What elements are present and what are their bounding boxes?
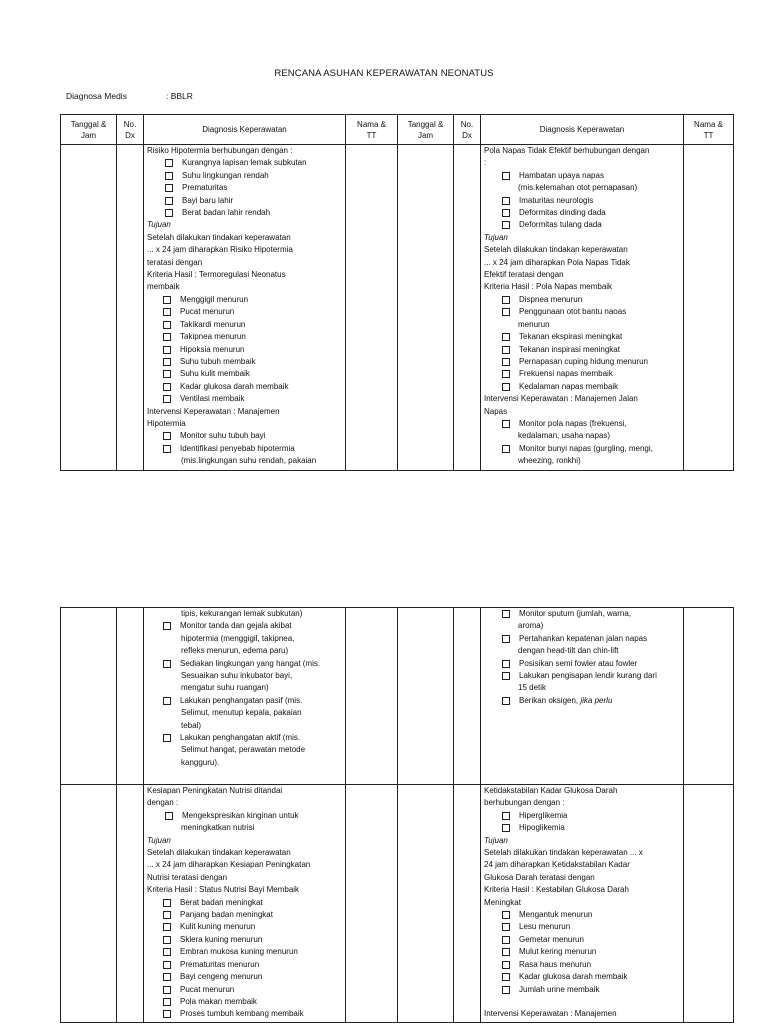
checklist-item-label: Embran mukosa kuning menurun xyxy=(180,947,298,957)
checklist-item-label: Lakukan pengisapan lendir kurang dari xyxy=(519,671,657,681)
diagnosis-cell xyxy=(481,785,684,1023)
no-dx-cell[interactable] xyxy=(117,785,144,1023)
emphasis-text: jika perlu xyxy=(580,695,613,705)
checklist-item-label: Rasa haus menurun xyxy=(519,959,592,969)
header-row xyxy=(61,115,734,145)
checklist-item-label: Berikan oksigen, jika perlu xyxy=(519,695,613,705)
text-line: Setelah dilakukan tindakan keperawatan ... x xyxy=(484,848,643,858)
section-heading: Tujuan xyxy=(147,220,171,230)
checklist-item xyxy=(165,195,342,207)
section-heading: Tujuan xyxy=(484,232,508,242)
checkbox-icon[interactable] xyxy=(502,961,510,969)
checklist-item-label: Kulit kuning menurun xyxy=(180,922,256,932)
checklist-item-label: Deformitas dinding dada xyxy=(519,208,606,218)
checklist-item-label: Berat badan lahir rendah xyxy=(182,208,271,218)
checklist-item-label: Berat badan meningkat xyxy=(180,897,263,907)
checklist-item-label: Posisikan semi fowler atau fowler xyxy=(519,658,638,668)
checkbox-icon[interactable] xyxy=(502,948,510,956)
checklist-item xyxy=(502,909,680,921)
text-line: Risiko Hipotermia berhubungan dengan : xyxy=(147,146,293,155)
checklist-item-label: Lakukan penghangatan pasif (mis. xyxy=(180,695,303,705)
header-no-dx: No. Dx xyxy=(454,115,481,145)
checklist-item xyxy=(163,294,342,306)
checkbox-icon[interactable] xyxy=(163,321,171,329)
diagnosis-content xyxy=(484,785,680,1021)
checklist-item xyxy=(163,306,342,318)
checklist-continuation: tipis, kekurangan lemak subkutan) xyxy=(181,609,303,618)
checklist-item xyxy=(163,319,342,331)
checkbox-icon[interactable] xyxy=(163,961,171,969)
checklist-item-label: Monitor tanda dan gejala akibat xyxy=(180,621,292,631)
checklist-item xyxy=(502,984,680,996)
checklist-item-label: Mengekspresikan kinginan untuk xyxy=(182,810,299,820)
checklist-item-label: Prematuritas menurun xyxy=(180,959,260,969)
no-dx-cell[interactable] xyxy=(454,145,481,471)
checklist-item-label: Monitor bunyi napas (gurgling, mengi, xyxy=(519,443,653,453)
checklist-item xyxy=(163,331,342,343)
checklist-item-label: Tekanan ekspirasi meningkat xyxy=(519,332,623,342)
checkbox-icon[interactable] xyxy=(163,622,171,630)
checklist-item xyxy=(163,1008,342,1020)
checklist-item xyxy=(163,897,342,909)
diagnosis-content xyxy=(484,608,680,783)
section-heading: Tujuan xyxy=(147,835,171,845)
checklist-item-label: Kurangnya lapisan lemak subkutan xyxy=(182,158,307,168)
checklist-continuation: aroma) xyxy=(518,621,544,631)
checkbox-icon[interactable] xyxy=(163,697,171,705)
text-line: : xyxy=(484,158,487,168)
checkbox-icon[interactable] xyxy=(502,936,510,944)
text-line: dengan : xyxy=(147,798,179,808)
checklist-item-label: Kadar glukosa darah membaik xyxy=(180,381,289,391)
checkbox-icon[interactable] xyxy=(502,445,510,453)
checkbox-icon[interactable] xyxy=(163,346,171,354)
checklist-item-label: Hipoglikemia xyxy=(519,823,565,833)
text-line: Kriteria Hasil : Termoregulasi Neonatus xyxy=(147,270,286,280)
checklist-continuation: (mis.kelemahan otot pernapasan) xyxy=(518,183,638,193)
checklist-item xyxy=(163,934,342,946)
checklist-item-label: Suhu lingkungan rendah xyxy=(182,170,269,180)
diagnosis-content xyxy=(147,145,342,469)
no-dx-cell[interactable] xyxy=(454,608,481,785)
checkbox-icon[interactable] xyxy=(502,697,510,705)
section-heading: Tujuan xyxy=(484,835,508,845)
nama-tt-cell[interactable] xyxy=(346,145,398,471)
table-row xyxy=(61,608,734,785)
checklist-item xyxy=(165,207,342,219)
checkbox-icon[interactable] xyxy=(502,308,510,316)
checklist-item xyxy=(163,443,342,455)
checklist-continuation: refleks menurun, edema paru) xyxy=(181,646,289,656)
checkbox-icon[interactable] xyxy=(163,948,171,956)
checkbox-icon[interactable] xyxy=(165,812,173,820)
checkbox-icon[interactable] xyxy=(165,184,173,192)
checklist-item-label: Ventilasi membaik xyxy=(180,394,245,404)
text-line: Kriteria Hasil : Status Nutrisi Bayi Membaik xyxy=(147,885,300,895)
checklist-item xyxy=(163,921,342,933)
checklist-item xyxy=(502,658,680,670)
text-line: Intervensi Keperawatan : Manajemen xyxy=(147,406,280,416)
checklist-continuation: (mis.lingkungan suhu rendah, pakaian xyxy=(181,456,317,466)
text-line: teratasi dengan xyxy=(147,257,203,267)
checkbox-icon[interactable] xyxy=(502,812,510,820)
header-nama-tt: Nama & TT xyxy=(684,115,734,145)
checkbox-icon[interactable] xyxy=(163,370,171,378)
checklist-item-label: Imaturitas neurologis xyxy=(519,195,594,205)
checkbox-icon[interactable] xyxy=(165,159,173,167)
diagnosa-medis-value: : BBLR xyxy=(166,91,193,101)
text-line: ... x 24 jam diharapkan Kesiapan Peningkatan xyxy=(147,860,311,870)
checklist-item xyxy=(165,170,342,182)
text-line: Setelah dilakukan tindakan keperawatan xyxy=(147,232,291,242)
checkbox-icon[interactable] xyxy=(163,333,171,341)
checkbox-icon[interactable] xyxy=(163,383,171,391)
diagnosis-content xyxy=(484,145,680,469)
checklist-item-label: Bayi cengeng menurun xyxy=(180,972,263,982)
checklist-item xyxy=(502,344,680,356)
checklist-item-label: Takipnea menurun xyxy=(180,332,246,342)
tanggal-cell[interactable] xyxy=(61,608,117,785)
checklist-item xyxy=(502,633,680,645)
checklist-item xyxy=(163,732,342,744)
checklist-item-label: Prematuritas xyxy=(182,183,228,193)
checklist-continuation: kangguru). xyxy=(181,757,220,767)
checklist-item xyxy=(165,182,342,194)
no-dx-cell[interactable] xyxy=(117,145,144,471)
text-line: Kriteria Hasil : Kestabilan Glukosa Darah xyxy=(484,885,629,895)
tanggal-cell[interactable] xyxy=(398,145,454,471)
text-line xyxy=(484,996,680,1008)
checklist-item xyxy=(502,207,680,219)
table-row xyxy=(61,145,734,471)
text-line: Efektif teratasi dengan xyxy=(484,270,564,280)
text-line: Glukosa Darah teratasi dengan xyxy=(484,872,595,882)
checkbox-icon[interactable] xyxy=(502,172,510,180)
checklist-item-label: Suhu kulit membaik xyxy=(180,369,250,379)
checkbox-icon[interactable] xyxy=(163,911,171,919)
checkbox-icon[interactable] xyxy=(163,986,171,994)
checklist-item xyxy=(163,909,342,921)
checkbox-icon[interactable] xyxy=(165,172,173,180)
text-line: Pola Napas Tidak Efektif berhubungan dengan xyxy=(484,146,650,155)
checklist-continuation: menurun xyxy=(518,319,550,329)
text-line: Hipotermia xyxy=(147,418,186,428)
table-row xyxy=(61,785,734,1023)
checklist-item-label: Sklera kuning menurun xyxy=(180,934,263,944)
checklist-item xyxy=(502,418,680,430)
care-plan-table-2 xyxy=(60,607,734,1023)
checklist-continuation: Selimut, menutup kepala, pakaian xyxy=(181,708,302,718)
tanggal-cell[interactable] xyxy=(61,145,117,471)
diagnosis-cell xyxy=(481,608,684,785)
checklist-item xyxy=(502,294,680,306)
checkbox-icon[interactable] xyxy=(502,672,510,680)
checklist-item-label: Penggunaan otot bantu naoas xyxy=(519,307,627,317)
checklist-item-label: Suhu tubuh membaik xyxy=(180,356,256,366)
checklist-item-label: Proses tumbuh kembang membaik xyxy=(180,1009,304,1019)
text-line: Meningkat xyxy=(484,897,521,907)
header-diagnosis: Diagnosis Keperawatan xyxy=(144,115,346,145)
checklist-item-label: Frekuensi napas membaik xyxy=(519,369,613,379)
checklist-item-label: Identifikasi penyebab hipotermia xyxy=(180,443,295,453)
checklist-item xyxy=(163,620,342,632)
checklist-item-label: Pertahankan kepatenan jalan napas xyxy=(519,633,648,643)
checklist-continuation: hipotermia (menggigil, takipnea, xyxy=(181,633,295,643)
checklist-item-label: Hiperglikemia xyxy=(519,810,568,820)
checklist-item-label: Hipoksia menurun xyxy=(180,344,245,354)
checklist-continuation: tebal) xyxy=(181,720,202,730)
checklist-item xyxy=(163,959,342,971)
checklist-item xyxy=(502,306,680,318)
checkbox-icon[interactable] xyxy=(163,998,171,1006)
care-plan-table-1 xyxy=(60,114,734,471)
diagnosis-content xyxy=(147,785,342,1021)
nama-tt-cell[interactable] xyxy=(684,145,734,471)
checklist-item-label: Menggigil menurun xyxy=(180,294,249,304)
text-line: Nutrisi teratasi dengan xyxy=(147,872,228,882)
checklist-item xyxy=(163,695,342,707)
text-line: Intervensi Keperawatan : Manajemen xyxy=(484,1009,617,1019)
checklist-item-label: Monitor pola napas (frekuensi, xyxy=(519,418,627,428)
header-nama-tt: Nama & TT xyxy=(346,115,398,145)
checklist-continuation: meningkatkan nutrisi xyxy=(181,823,255,833)
checklist-item xyxy=(163,344,342,356)
text-line: Ketidakstabilan Kadar Glukosa Darah xyxy=(484,786,618,795)
nama-tt-cell[interactable] xyxy=(346,608,398,785)
checkbox-icon[interactable] xyxy=(502,209,510,217)
checklist-item xyxy=(165,810,342,822)
checklist-item xyxy=(163,984,342,996)
diagnosis-cell xyxy=(144,785,346,1023)
checkbox-icon[interactable] xyxy=(163,445,171,453)
checklist-item-label: Monitor sputum (jumlah, warna, xyxy=(519,609,632,618)
nama-tt-cell[interactable] xyxy=(346,785,398,1023)
checklist-item-label: Dispnea menurun xyxy=(519,294,583,304)
diagnosis-cell xyxy=(481,145,684,471)
checkbox-icon[interactable] xyxy=(502,923,510,931)
checklist-continuation: 15 detik xyxy=(518,683,547,693)
checklist-item-label: Monitor suhu tubuh bayi xyxy=(180,431,266,441)
checklist-item xyxy=(502,822,680,834)
document-title: RENCANA ASUHAN KEPERAWATAN NEONATUS xyxy=(274,68,494,79)
checklist-item xyxy=(502,971,680,983)
checklist-item-label: Jumlah urine membaik xyxy=(519,984,600,994)
checklist-item-label: Pola makan membaik xyxy=(180,996,257,1006)
checkbox-icon[interactable] xyxy=(502,986,510,994)
checklist-item-label: Mengantuk menurun xyxy=(519,910,593,920)
checklist-continuation: Selimut hangat, perawatan metode xyxy=(181,745,306,755)
no-dx-cell[interactable] xyxy=(454,785,481,1023)
checklist-item xyxy=(163,946,342,958)
checkbox-icon[interactable] xyxy=(502,610,510,618)
text-line: Setelah dilakukan tindakan keperawatan xyxy=(147,848,291,858)
checklist-item-label: Lakukan penghangatan aktif (mis. xyxy=(180,733,301,743)
diagnosa-medis-label: Diagnosa Medis xyxy=(66,91,127,101)
diagnosis-cell xyxy=(144,145,346,471)
checklist-item xyxy=(163,430,342,442)
checklist-item-label: Deformitas tulang dada xyxy=(519,220,602,230)
checkbox-icon[interactable] xyxy=(163,936,171,944)
checkbox-icon[interactable] xyxy=(163,973,171,981)
checklist-continuation: Sesuaikan suhu inkubator bayi, xyxy=(181,671,293,681)
text-line: Kesiapan Peningkatan Nutrisi ditandai xyxy=(147,786,283,795)
checklist-item-label: Bayi baru lahir xyxy=(182,195,234,205)
text-line: Intervensi Keperawatan : Manajemen Jalan xyxy=(484,394,638,404)
checklist-item xyxy=(163,368,342,380)
checklist-item-label: Kedalaman napas membaik xyxy=(519,381,619,391)
checkbox-icon[interactable] xyxy=(502,420,510,428)
checklist-continuation: dengan head-tilt dan chin-lift xyxy=(518,646,619,656)
header-tanggal-jam: Tanggal & Jam xyxy=(398,115,454,145)
checklist-item xyxy=(165,157,342,169)
checklist-continuation: wheezing, ronkhi) xyxy=(518,456,581,466)
text-line: membaik xyxy=(147,282,180,292)
tanggal-cell[interactable] xyxy=(398,608,454,785)
checklist-item xyxy=(502,946,680,958)
checkbox-icon[interactable] xyxy=(502,973,510,981)
text-line: Setelah dilakukan tindakan keperawatan xyxy=(484,245,628,255)
checkbox-icon[interactable] xyxy=(502,383,510,391)
nama-tt-cell[interactable] xyxy=(684,608,734,785)
checklist-item xyxy=(502,381,680,393)
diagnosis-content xyxy=(147,608,342,783)
checklist-item-label: Panjang badan meningkat xyxy=(180,910,273,920)
text-line: Napas xyxy=(484,406,508,416)
text-line: Kriteria Hasil : Pola Napas membaik xyxy=(484,282,613,292)
diagnosis-cell xyxy=(144,608,346,785)
checklist-item xyxy=(163,996,342,1008)
checklist-item xyxy=(502,695,680,707)
text-line: berhubungan dengan : xyxy=(484,798,565,808)
tanggal-cell[interactable] xyxy=(61,785,117,1023)
checklist-item xyxy=(502,368,680,380)
checkbox-icon[interactable] xyxy=(502,824,510,832)
checkbox-icon[interactable] xyxy=(163,358,171,366)
checkbox-icon[interactable] xyxy=(163,395,171,403)
checkbox-icon[interactable] xyxy=(502,358,510,366)
tanggal-cell[interactable] xyxy=(398,785,454,1023)
diagnosa-medis-row xyxy=(66,91,193,101)
checkbox-icon[interactable] xyxy=(502,197,510,205)
checklist-item xyxy=(163,381,342,393)
checkbox-icon[interactable] xyxy=(163,734,171,742)
checklist-item xyxy=(502,219,680,231)
checkbox-icon[interactable] xyxy=(502,346,510,354)
checklist-item-label: Pernapasan cuping hidung menurun xyxy=(519,356,648,366)
header-tanggal-jam: Tanggal & Jam xyxy=(61,115,117,145)
checklist-item xyxy=(163,658,342,670)
checklist-item-label: Pucat menurun xyxy=(180,307,235,317)
checklist-item xyxy=(163,393,342,405)
checkbox-icon[interactable] xyxy=(165,197,173,205)
checklist-item xyxy=(502,356,680,368)
checklist-item-label: Hambatan upaya napas xyxy=(519,170,604,180)
checkbox-icon[interactable] xyxy=(163,660,171,668)
checklist-item-label: Pucat menurun xyxy=(180,984,235,994)
checklist-item-label: Sediakan lingkungan yang hangat (mis. xyxy=(180,658,321,668)
checklist-item xyxy=(502,331,680,343)
checklist-item-label: Lesu menurun xyxy=(519,922,571,932)
checkbox-icon[interactable] xyxy=(502,221,510,229)
checkbox-icon[interactable] xyxy=(163,899,171,907)
checklist-item xyxy=(502,921,680,933)
checkbox-icon[interactable] xyxy=(163,432,171,440)
checkbox-icon[interactable] xyxy=(502,333,510,341)
checklist-continuation: mengatur suhu ruangan) xyxy=(181,683,269,693)
checklist-item-label: Kadar glukosa darah membaik xyxy=(519,972,628,982)
checkbox-icon[interactable] xyxy=(163,923,171,931)
checklist-item xyxy=(163,356,342,368)
checkbox-icon[interactable] xyxy=(502,911,510,919)
checkbox-icon[interactable] xyxy=(502,635,510,643)
checklist-item-label: Takikardi menurun xyxy=(180,319,246,329)
nama-tt-cell[interactable] xyxy=(684,785,734,1023)
header-diagnosis: Diagnosis Keperawatan xyxy=(481,115,684,145)
checkbox-icon[interactable] xyxy=(163,308,171,316)
checkbox-icon[interactable] xyxy=(165,209,173,217)
checklist-item xyxy=(163,971,342,983)
checkbox-icon[interactable] xyxy=(163,296,171,304)
checklist-item xyxy=(502,443,680,455)
checklist-item xyxy=(502,170,680,182)
text-line: ... x 24 jam diharapkan Pola Napas Tidak xyxy=(484,257,630,267)
checkbox-icon[interactable] xyxy=(163,1010,171,1018)
checklist-item xyxy=(502,670,680,682)
checklist-item xyxy=(502,608,680,620)
text-line: 24 jam diharapkan Ketidakstabilan Kadar xyxy=(484,860,630,870)
checklist-item xyxy=(502,195,680,207)
checklist-item xyxy=(502,959,680,971)
checkbox-icon[interactable] xyxy=(502,296,510,304)
text-line: ... x 24 jam diharapkan Risiko Hipotermia xyxy=(147,245,293,255)
checkbox-icon[interactable] xyxy=(502,660,510,668)
checklist-item-label: Gemetar menurun xyxy=(519,934,584,944)
checklist-continuation: kedalaman, usaha napas) xyxy=(518,431,611,441)
header-no-dx: No. Dx xyxy=(117,115,144,145)
checklist-item-label: Tekanan inspirasi meningkat xyxy=(519,344,620,354)
checklist-item-label: Mulut kering menurun xyxy=(519,947,597,957)
no-dx-cell[interactable] xyxy=(117,608,144,785)
checklist-item xyxy=(502,810,680,822)
checkbox-icon[interactable] xyxy=(502,370,510,378)
checklist-item xyxy=(502,934,680,946)
